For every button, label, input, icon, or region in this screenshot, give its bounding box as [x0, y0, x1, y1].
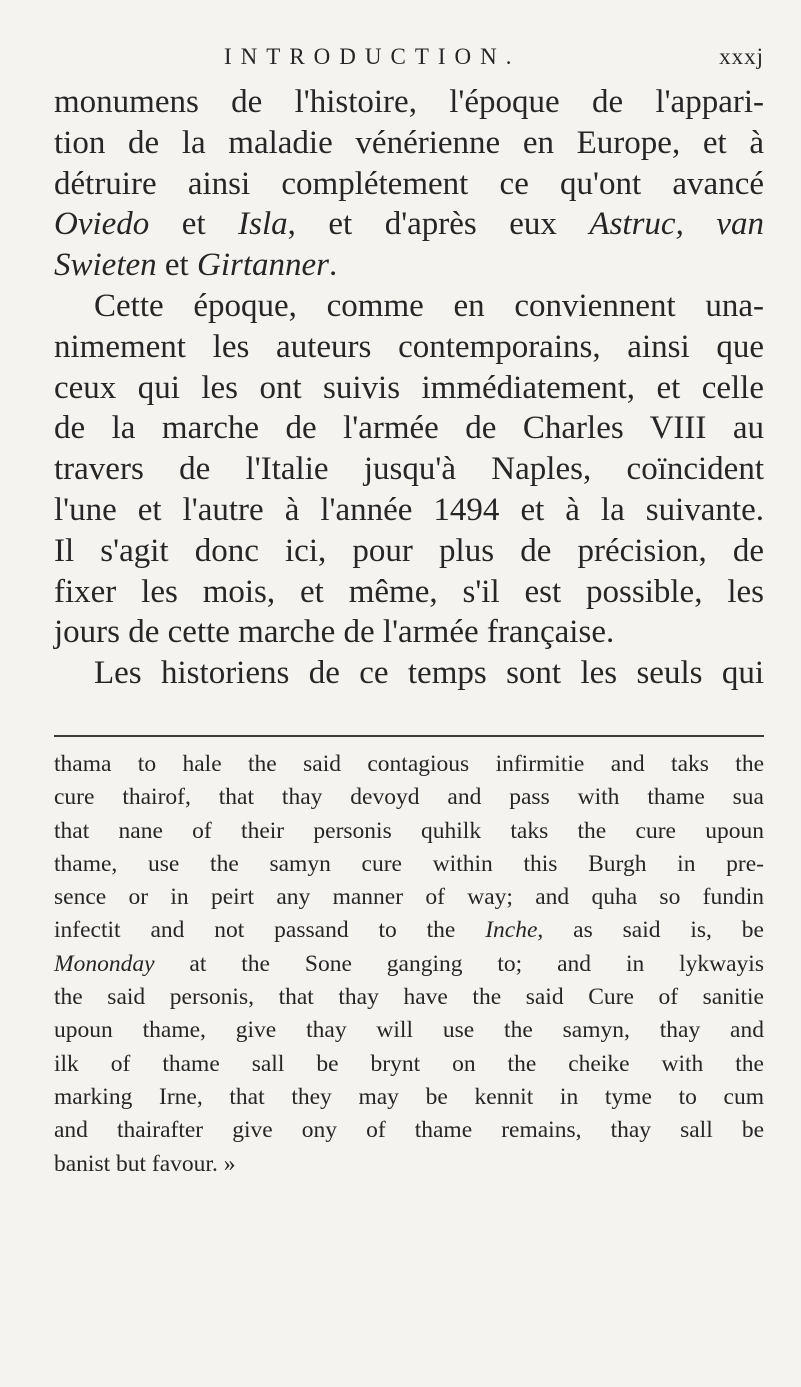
text-line: travers de l'Italie jusqu'à Naples, coïncident — [54, 451, 764, 488]
text-fragment: at the Sone ganging to; and in lykwayis — [154, 950, 764, 977]
footnote-line: sence or in peirt any manner of way; and quha so fundin — [54, 884, 764, 911]
text-line: détruire ainsi complétement ce qu'ont avancé — [54, 165, 764, 202]
footnote-line — [54, 948, 764, 981]
footnote-line: thama to hale the said contagious infirmitie and taks the — [54, 751, 764, 777]
footnote-line: the said personis, that thay have the said Cure of sanitie — [54, 984, 764, 1011]
author-name: Swieten — [54, 247, 157, 284]
text-fragment: et — [149, 206, 239, 243]
text-line: jours de cette marche de l'armée française. — [54, 614, 615, 651]
text-line: Les historiens de ce temps sont les seuls qui — [94, 655, 764, 692]
running-head — [224, 44, 764, 78]
footnote-line: marking Irne, that they may be kennit in tyme to cum — [54, 1083, 764, 1110]
running-head-title: INTRODUCTION. — [224, 44, 521, 69]
text-line: fixer les mois, et même, s'il est possible, les — [54, 573, 764, 610]
page-number: xxxj — [719, 44, 764, 69]
footnote-line: and thairafter give ony of thame remains, thay sall be — [54, 1117, 764, 1144]
footnote-divider — [54, 735, 764, 737]
footnote-line: upoun thame, give thay will use the samyn, thay and — [54, 1017, 764, 1044]
author-name: Isla — [238, 206, 288, 243]
text-fragment: infectit and not passand to the — [54, 917, 486, 944]
text-line: Il s'agit donc ici, pour plus de précision, de — [54, 532, 764, 569]
day-name: Mononday — [54, 950, 155, 977]
text-line: Cette époque, comme en conviennent una- — [94, 287, 764, 324]
text-fragment: . — [328, 247, 338, 284]
footnote-line: banist but favour. » — [54, 1150, 236, 1177]
footnote — [54, 748, 764, 1181]
author-name: Astruc, van — [589, 206, 764, 243]
author-name: Girtanner — [196, 247, 329, 284]
main-text — [54, 82, 764, 694]
footnote-line: that nane of their personis quhilk taks the cure upoun — [54, 817, 764, 844]
text-fragment: , et d'après eux — [287, 206, 590, 243]
text-line: monumens de l'histoire, l'époque de l'appari- — [54, 84, 764, 120]
text-line: de la marche de l'armée de Charles VIII au — [54, 410, 764, 447]
text-fragment: , as said is, be — [537, 917, 764, 944]
place-name: Inche — [485, 917, 538, 944]
footnote-line: ilk of thame sall be brynt on the cheike with the — [54, 1050, 764, 1077]
footnote-line: thame, use the samyn cure within this Burgh in pre- — [54, 850, 764, 877]
text-fragment: et — [156, 247, 197, 284]
text-line: l'une et l'autre à l'année 1494 et à la suivante. — [54, 491, 764, 528]
text-line: ceux qui les ont suivis immédiatement, et celle — [54, 369, 764, 406]
author-name: Oviedo — [54, 206, 150, 243]
text-line: tion de la maladie vénérienne en Europe, et à — [54, 124, 764, 161]
text-line: nimement les auteurs contemporains, ainsi que — [54, 328, 764, 365]
text-line — [54, 245, 764, 286]
footnote-line: cure thairof, that thay devoyd and pass with thame sua — [54, 784, 764, 811]
footnote-line — [54, 914, 764, 947]
text-line — [54, 204, 764, 245]
